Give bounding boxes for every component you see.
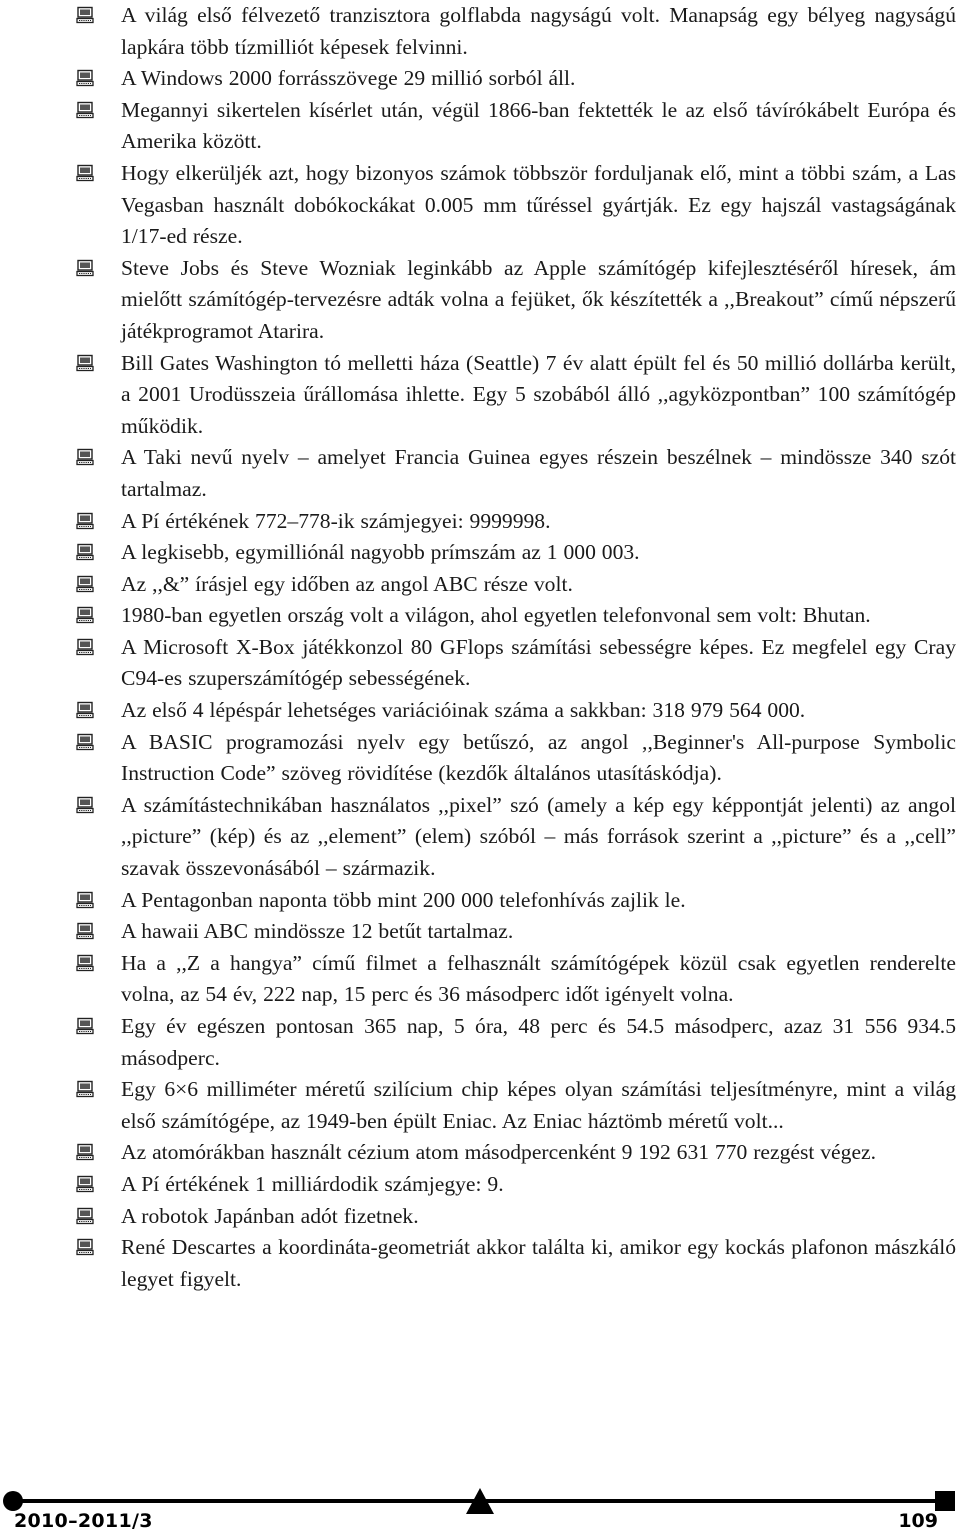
- list-item: [0, 790, 960, 885]
- list-item: [0, 916, 960, 948]
- computer-icon: [76, 796, 94, 814]
- list-item: [0, 600, 960, 632]
- list-item-text: Hogy elkerüljék azt, hogy bizonyos számok többször forduljanak elő, mint a többi szám, a Las Vegasban használt dobókockákat 0.005 mm tűréssel gyártják. Ez egy hajszál vastagságának 1/17-ed része.: [121, 160, 956, 249]
- computer-icon: [76, 1143, 94, 1161]
- computer-icon: [76, 6, 94, 24]
- page-footer: [0, 1488, 960, 1534]
- circle-icon: [3, 1491, 23, 1511]
- list-item: [0, 158, 960, 253]
- list-item-text: A Microsoft X-Box játékkonzol 80 GFlops számítási sebességre képes. Ez megfelel egy Cray C94-es szuperszámítógép sebességének.: [121, 634, 956, 691]
- list-item-text: A legkisebb, egymilliónál nagyobb prímszám az 1 000 003.: [121, 540, 640, 565]
- list-item-text: René Descartes a koordináta-geometriát akkor találta ki, amikor egy kockás plafonon mászkáló legyet figyelt.: [121, 1235, 956, 1291]
- list-item: [0, 442, 960, 505]
- computer-icon: [76, 1207, 94, 1225]
- computer-icon: [76, 606, 94, 624]
- computer-icon: [76, 543, 94, 561]
- computer-icon: [76, 354, 94, 372]
- list-item: [0, 348, 960, 443]
- list-item: [0, 1201, 960, 1233]
- list-item-text: A Pí értékének 1 milliárdodik számjegye: 9.: [121, 1171, 504, 1196]
- list-item-text: Egy év egészen pontosan 365 nap, 5 óra, 48 perc és 54.5 másodperc, azaz 31 556 934.5 másodperc.: [121, 1014, 956, 1070]
- issue-number: 2010–2011/3: [14, 1510, 153, 1532]
- triangle-icon: [466, 1488, 494, 1514]
- square-icon: [935, 1491, 955, 1511]
- computer-icon: [76, 701, 94, 719]
- computer-icon: [76, 512, 94, 530]
- list-item-text: Az első 4 lépéspár lehetséges variációinak száma a sakkban: 318 979 564 000.: [121, 698, 806, 723]
- computer-icon: [76, 69, 94, 87]
- computer-icon: [76, 101, 94, 119]
- list-item: [0, 1011, 960, 1074]
- list-item: [0, 1169, 960, 1201]
- list-item: [0, 253, 960, 348]
- computer-icon: [76, 922, 94, 940]
- computer-icon: [76, 259, 94, 277]
- list-item-text: A robotok Japánban adót fizetnek.: [121, 1203, 419, 1228]
- list-item-text: A hawaii ABC mindössze 12 betűt tartalmaz.: [121, 919, 514, 944]
- page-number: 109: [898, 1510, 938, 1532]
- computer-icon: [76, 891, 94, 909]
- computer-icon: [76, 954, 94, 972]
- list-item-text: Steve Jobs és Steve Wozniak leginkább az Apple számítógép kifejlesztéséről híresek, ám mielőtt számítógép-tervezésre adták volna a fejüket, ők készítették a ,,Breakout” című népszerű játékprogramot Atarira.: [121, 255, 956, 343]
- list-item: [0, 1232, 960, 1295]
- computer-icon: [76, 1238, 94, 1256]
- computer-icon: [76, 448, 94, 466]
- list-item: [0, 537, 960, 569]
- list-item: [0, 63, 960, 95]
- list-item: [0, 1137, 960, 1169]
- list-item-text: Az atomórákban használt cézium atom másodpercenként 9 192 631 770 rezgést végez.: [121, 1140, 877, 1165]
- list-item: [0, 506, 960, 538]
- list-item: [0, 948, 960, 1011]
- list-item: [0, 95, 960, 158]
- list-item-text: A világ első félvezető tranzisztora golflabda nagyságú volt. Manapság egy bélyeg nagyságú lapkára több tízmilliót képesek felvinni.: [121, 3, 956, 59]
- computer-icon: [76, 1017, 94, 1035]
- list-item-text: A BASIC programozási nyelv egy betűszó, az angol ,,Beginner's All-purpose Symbolic Instruction Code” szöveg rövidítése (kezdők általános utasításkódja).: [121, 729, 956, 786]
- list-item: [0, 569, 960, 601]
- list-item-text: A Windows 2000 forrásszövege 29 millió sorból áll.: [121, 66, 576, 91]
- list-item-text: A Taki nevű nyelv – amelyet Francia Guinea egyes részein beszélnek – mindössze 340 szót tartalmaz.: [121, 445, 956, 501]
- list-item-text: A Pí értékének 772–778-ik számjegyei: 9999998.: [121, 508, 551, 533]
- list-item: [0, 0, 960, 63]
- computer-icon: [76, 1175, 94, 1193]
- list-item: [0, 885, 960, 917]
- list-item-text: Bill Gates Washington tó melletti háza (Seattle) 7 év alatt épült fel és 50 millió dollárba került, a 2001 Urodüsszeia űrállomása ihlette. Egy 5 szobából álló ,,agyközpontban” 100 számítógép működik.: [121, 350, 956, 438]
- list-item: [0, 695, 960, 727]
- list-item: [0, 727, 960, 790]
- list-item-text: Az ,,&” írásjel egy időben az angol ABC része volt.: [121, 571, 573, 596]
- list-item-text: Megannyi sikertelen kísérlet után, végül 1866-ban fektették le az első távírókábelt Európa és Amerika között.: [121, 97, 956, 154]
- computer-icon: [76, 638, 94, 656]
- list-item-text: 1980-ban egyetlen ország volt a világon, ahol egyetlen telefonvonal sem volt: Bhutan.: [121, 603, 871, 628]
- list-item-text: Egy 6×6 milliméter méretű szilícium chip képes olyan számítási teljesítményre, mint a világ első számítógépe, az 1949-ben épült Eniac. Az Eniac háztömb méretű volt...: [121, 1077, 956, 1133]
- computer-icon: [76, 164, 94, 182]
- computer-icon: [76, 575, 94, 593]
- computer-icon: [76, 1080, 94, 1098]
- list-item: [0, 632, 960, 695]
- list-item-text: A számítástechnikában használatos ,,pixel” szó (amely a kép egy képpontját jelenti) az angol ,,picture” (kép) és az ,,element” (elem) szóból – más források szerint a ,,picture” és a ,,cell” szavak összevonásából – származik.: [121, 792, 956, 881]
- computer-icon: [76, 733, 94, 751]
- list-item-text: A Pentagonban naponta több mint 200 000 telefonhívás zajlik le.: [121, 887, 686, 912]
- list-item-text: Ha a ,,Z a hangya” című filmet a felhasznált számítógépek közül csak egyetlen renderelte volna, az 54 év, 222 nap, 15 perc és 36 másodperc időt igényelt volna.: [121, 950, 956, 1007]
- list-item: [0, 1074, 960, 1137]
